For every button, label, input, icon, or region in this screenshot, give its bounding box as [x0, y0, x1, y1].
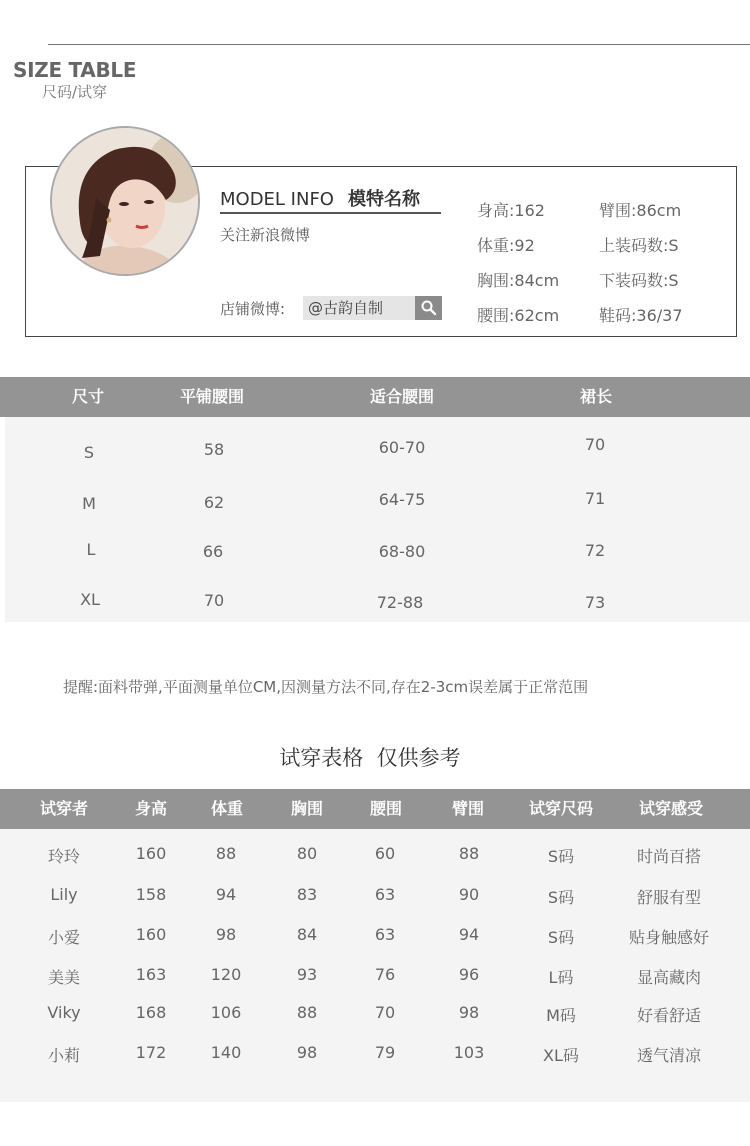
try-cell: 88 [296, 1003, 318, 1022]
try-cell: 98 [296, 1043, 318, 1062]
try-cell: 70 [374, 1003, 396, 1022]
size-cell: 70 [584, 435, 606, 454]
try-cell: 84 [296, 925, 318, 944]
try-cell: 83 [296, 885, 318, 904]
model-info-title [220, 185, 420, 211]
size-cell: 64-75 [378, 490, 426, 509]
try-cell: 63 [374, 885, 396, 904]
stat-shoe-size: 鞋码:36/37 [599, 306, 683, 325]
model-avatar [50, 126, 200, 276]
try-cell: 120 [210, 965, 242, 984]
try-cell: 80 [296, 844, 318, 863]
try-cell: 60 [374, 844, 396, 863]
try-header-cell: 身高 [134, 799, 168, 818]
size-cell: XL [80, 590, 100, 609]
size-cell: 71 [584, 489, 606, 508]
stat-waist: 腰围:62cm [477, 306, 560, 325]
try-cell: 94 [458, 925, 480, 944]
try-cell: 106 [210, 1003, 242, 1022]
try-cell: S码 [547, 888, 575, 907]
stat-weight: 体重:92 [477, 236, 535, 255]
try-cell: 103 [453, 1043, 485, 1062]
store-weibo-label: 店铺微博: [220, 300, 286, 318]
try-cell: 贴身触感好 [628, 928, 710, 947]
size-cell: 72 [584, 541, 606, 560]
size-cell: 66 [202, 542, 224, 561]
try-cell: 163 [135, 965, 167, 984]
try-cell: 好看舒适 [636, 1006, 702, 1025]
size-table-header [0, 377, 750, 417]
size-header-cell: 平铺腰围 [179, 387, 245, 406]
stat-bust: 胸围:84cm [477, 271, 560, 290]
stat-arm: 臂围:86cm [599, 201, 682, 220]
try-on-title: 试穿表格 仅供参考 [279, 746, 461, 770]
try-cell: 透气清凉 [636, 1046, 702, 1065]
try-header-cell: 试穿者 [39, 799, 89, 818]
size-header-cell: 适合腰围 [369, 387, 435, 406]
try-header-cell: 臂围 [451, 799, 485, 818]
try-header-cell: 体重 [210, 799, 244, 818]
try-cell: 160 [135, 844, 167, 863]
try-header-cell: 腰围 [369, 799, 403, 818]
try-cell: 舒服有型 [636, 888, 702, 907]
try-cell: 小爱 [47, 928, 81, 947]
stat-top-size: 上装码数:S [599, 236, 679, 255]
page-title: SIZE TABLE [13, 58, 137, 82]
try-cell: 140 [210, 1043, 242, 1062]
size-cell: 62 [203, 493, 225, 512]
try-cell: 时尚百搭 [636, 847, 702, 866]
size-cell: L [86, 540, 96, 559]
try-cell: 小莉 [47, 1046, 81, 1065]
try-cell: 88 [215, 844, 237, 863]
try-cell: 172 [135, 1043, 167, 1062]
try-cell: 76 [374, 965, 396, 984]
size-cell: M [82, 494, 96, 513]
try-cell: 158 [135, 885, 167, 904]
try-cell: S码 [547, 847, 575, 866]
size-header-cell: 尺寸 [71, 387, 105, 406]
model-title-underline [220, 212, 441, 214]
header-divider [48, 44, 750, 45]
size-cell: 58 [203, 440, 225, 459]
try-cell: 168 [135, 1003, 167, 1022]
model-info-title-en: MODEL INFO [220, 189, 334, 210]
size-cell: 73 [584, 593, 606, 612]
try-cell: XL码 [543, 1046, 579, 1065]
try-header-cell: 试穿尺码 [528, 799, 594, 818]
page-subtitle: 尺码/试穿 [42, 83, 108, 101]
try-cell: 63 [374, 925, 396, 944]
try-cell: 93 [296, 965, 318, 984]
measurement-note: 提醒:面料带弹,平面测量单位CM,因测量方法不同,存在2-3cm误差属于正常范围 [63, 678, 589, 696]
try-cell: 96 [458, 965, 480, 984]
try-cell: 98 [215, 925, 237, 944]
try-cell: 显高藏肉 [636, 968, 702, 987]
size-cell: 70 [203, 591, 225, 610]
magnifier-icon [415, 296, 442, 320]
try-cell: L码 [548, 968, 574, 987]
try-cell: 94 [215, 885, 237, 904]
weibo-handle-field[interactable]: @古韵自制 [303, 296, 415, 320]
size-table-body [5, 417, 750, 622]
try-header-cell: 试穿感受 [638, 799, 704, 818]
try-cell: 美美 [47, 968, 81, 987]
stat-height: 身高:162 [477, 201, 545, 220]
try-cell: S码 [547, 928, 575, 947]
size-cell: 68-80 [378, 542, 426, 561]
try-cell: Viky [47, 1003, 81, 1022]
size-cell: 60-70 [378, 438, 426, 457]
model-info-title-cn: 模特名称 [347, 189, 420, 210]
weibo-search-button[interactable] [415, 296, 442, 320]
try-header-cell: 胸围 [290, 799, 324, 818]
try-on-table-header [0, 789, 750, 829]
size-header-cell: 裙长 [579, 387, 613, 406]
size-cell: S [83, 443, 95, 462]
try-cell: 90 [458, 885, 480, 904]
try-cell: 160 [135, 925, 167, 944]
try-cell: 79 [374, 1043, 396, 1062]
try-cell: 88 [458, 844, 480, 863]
stat-bottom-size: 下装码数:S [599, 271, 679, 290]
try-cell: Lily [50, 885, 78, 904]
try-cell: 98 [458, 1003, 480, 1022]
try-cell: 玲玲 [47, 847, 81, 866]
size-cell: 72-88 [376, 593, 424, 612]
try-cell: M码 [546, 1006, 576, 1025]
follow-weibo-text: 关注新浪微博 [220, 226, 311, 244]
